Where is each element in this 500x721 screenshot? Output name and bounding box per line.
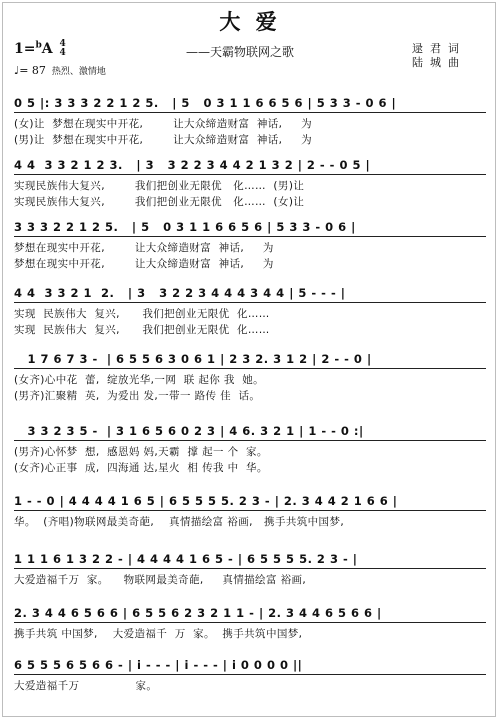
- lyric-line: (女齐)心中花 蕾, 绽放光华,一网 联 起你 我 她。: [14, 374, 265, 386]
- credits: [412, 42, 459, 70]
- lyricist: 逯 君 词: [412, 42, 459, 55]
- time-top: 4: [59, 39, 66, 49]
- beam-rule: [14, 236, 486, 237]
- notes-line: 4 4 3 3 2 1 2. | 3 3 2 2 3 4 4 4 3 4 4 | 5 - - - |: [14, 286, 346, 300]
- notes-line: 1 7 6 7 3 - | 6 5 5 6 3 0 6 1 | 2 3 2. 3 1 2 | 2 - - 0 |: [14, 352, 372, 366]
- song-subtitle: ——天霸物联网之歌: [186, 45, 295, 59]
- lyric-line: 梦想在现实中开花, 让大众缔造财富 神话, 为: [14, 258, 274, 270]
- beam-rule: [14, 674, 486, 675]
- lyric-line: 携手共筑 中国梦, 大爱造福千 万 家。 携手共筑中国梦,: [14, 628, 303, 640]
- tempo-marking: [14, 64, 106, 77]
- beam-rule: [14, 368, 486, 369]
- lyric-line: 华。 (齐唱)物联网最美奇葩, 真情描绘富 裕画, 携手共筑中国梦,: [14, 516, 345, 528]
- time-bottom: 4: [59, 48, 66, 58]
- notes-line: 4 4 3 3 2 1 2 3. | 3 3 2 2 3 4 4 2 1 3 2 | 2 - - 0 5 |: [14, 158, 371, 172]
- notes-line: 1 1 1 6 1 3 2 2 - | 4 4 4 4 1 6 5 - | 6 5 5 5 5. 2 3 - |: [14, 552, 358, 566]
- composer: 陆 城 曲: [412, 56, 459, 69]
- key-note: A: [41, 41, 53, 57]
- beam-rule: [14, 112, 486, 113]
- lyric-line: (女齐)心正事 成, 四海通 达,星火 相 传我 中 华。: [14, 462, 268, 474]
- notes-line: 0 5 |: 3 3 3 2 2 1 2 5. | 5 0 3 1 1 6 6 5 6 | 5 3 3 - 0 6 |: [14, 96, 397, 110]
- lyric-line: 实现民族伟大复兴, 我们把创业无限优 化…… (女)让: [14, 196, 305, 208]
- notes-line: 3 3 2 3 5 - | 3 1 6 5 6 0 2 3 | 4 6. 3 2 1 | 1 - - 0 :|: [14, 424, 364, 438]
- key-prefix: 1=: [14, 41, 36, 57]
- beam-rule: [14, 440, 486, 441]
- tempo-value: ♩= 87: [14, 64, 46, 77]
- beam-rule: [14, 510, 486, 511]
- beam-rule: [14, 302, 486, 303]
- lyric-line: 大爱造福千万 家。: [14, 680, 158, 692]
- notes-line: 1 - - 0 | 4 4 4 4 1 6 5 | 6 5 5 5 5. 2 3 - | 2. 3 4 4 2 1 6 6 |: [14, 494, 398, 508]
- time-signature: [60, 40, 66, 58]
- song-title: 大 爱: [219, 9, 281, 34]
- notes-line: 6 5 5 5 6 5 6 6 - | i - - - | i - - - | i 0 0 0 0 ||: [14, 658, 303, 672]
- beam-rule: [14, 174, 486, 175]
- lyric-line: (男齐)心怀梦 想, 感恩妈 妈,天霸 撑 起一 个 家。: [14, 446, 268, 458]
- tempo-description: 热烈、激情地: [51, 67, 106, 77]
- beam-rule: [14, 568, 486, 569]
- key-signature: [14, 40, 66, 58]
- lyric-line: (女)让 梦想在现实中开花, 让大众缔造财富 神话, 为: [14, 118, 313, 130]
- lyric-line: 大爱造福千万 家。 物联网最美奇葩, 真情描绘富 裕画,: [14, 574, 307, 586]
- notes-line: 2. 3 4 4 6 5 6 6 | 6 5 5 6 2 3 2 1 1 - | 2. 3 4 4 6 5 6 6 |: [14, 606, 382, 620]
- flat-sign: b: [35, 40, 42, 51]
- lyric-line: 实现民族伟大复兴, 我们把创业无限优 化…… (男)让: [14, 180, 305, 192]
- lyric-line: (男齐)汇聚精 英, 为爱出 发,一带一 路传 佳 话。: [14, 390, 261, 402]
- lyric-line: (男)让 梦想在现实中开花, 让大众缔造财富 神话, 为: [14, 134, 313, 146]
- lyric-line: 实现 民族伟大 复兴, 我们把创业无限优 化……: [14, 308, 270, 320]
- beam-rule: [14, 622, 486, 623]
- lyric-line: 实现 民族伟大 复兴, 我们把创业无限优 化……: [14, 324, 270, 336]
- notes-line: 3 3 3 2 2 1 2 5. | 5 0 3 1 1 6 6 5 6 | 5 3 3 - 0 6 |: [14, 220, 356, 234]
- lyric-line: 梦想在现实中开花, 让大众缔造财富 神话, 为: [14, 242, 274, 254]
